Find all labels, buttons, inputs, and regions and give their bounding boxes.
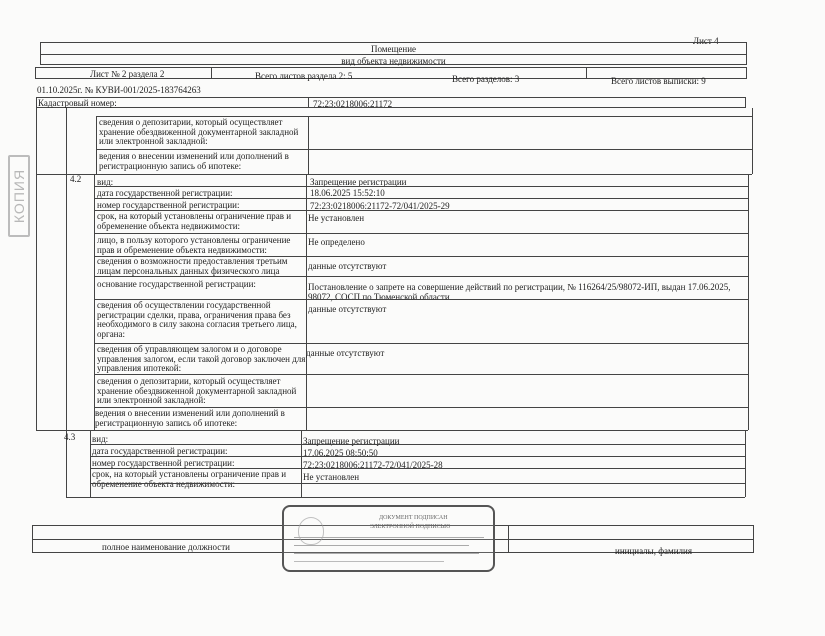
stamp-line-2: ЭЛЕКТРОННОЙ ПОДПИСЬЮ	[370, 524, 451, 530]
entry-43-reg-date-label: дата государственной регистрации:	[92, 446, 228, 456]
entry-42-depositary-label: сведения о депозитарии, который осуществляет хранение обездвиженной документарной закладной или электронной закладной:	[97, 376, 297, 406]
copy-stamp-text: КОПИЯ	[11, 168, 27, 224]
entry-42-personal-data-value: данные отсутствуют	[308, 261, 387, 271]
entry-42-changes-label: ведения о внесении изменений или дополнений в регистрационную запись об ипотеке:	[95, 408, 285, 428]
position-caption: полное наименование должности	[102, 542, 230, 552]
entry-42-consent-value: данные отсутствуют	[308, 304, 387, 314]
section-sheet: Лист № 2 раздела 2	[90, 69, 165, 79]
entry-42-beneficiary-label: лицо, в пользу которого установлены ограничение прав и обременение объекта недвижимости:	[97, 235, 291, 255]
emblem-icon	[298, 517, 324, 545]
electronic-signature-stamp	[282, 505, 495, 572]
entry-42-reg-date-value: 18.06.2025 15:52:10	[310, 188, 385, 198]
total-sections: Всего разделов: 3	[452, 74, 520, 84]
top-depositary-label: сведения о депозитарии, который осуществляет хранение обездвиженной документарной закладной или электронной закладной:	[99, 117, 299, 147]
entry-42-reg-date-label: дата государственной регистрации:	[97, 188, 233, 198]
initials-caption: инициалы, фамилия	[615, 546, 692, 556]
entry-42-consent-label: сведения об осуществлении государственной регистрации сделки, права, ограничения права без необходимого в силу закона согласия третьего лица, органа:	[97, 300, 297, 339]
entry-42-pledge-manager-label: сведения об управляющем залогом и о договоре управления залогом, если такой договор заключен для управления ипотекой:	[97, 344, 306, 374]
cadastral-value: 72:23:0218006:21172	[313, 99, 393, 109]
entry-43-reg-number-label: номер государственной регистрации:	[92, 458, 235, 468]
entry-42-term-value: Не установлен	[308, 213, 365, 223]
total-extract-sheets: Всего листов выписки: 9	[611, 76, 706, 86]
object-type-caption: вид объекта недвижимости	[341, 56, 446, 66]
entry-43-type-label: вид:	[92, 434, 109, 444]
top-changes-label: ведения о внесении изменений или дополнений в регистрационную запись об ипотеке:	[99, 151, 289, 171]
entry-43-reg-date-value: 17.06.2025 08:50:50	[303, 448, 378, 458]
entry-43-term-value: Не установлен	[303, 472, 360, 482]
extract-date-number: 01.10.2025г. № КУВИ-001/2025-183764263	[37, 85, 201, 95]
entry-42-beneficiary-value: Не определено	[308, 237, 365, 247]
entry-42-reg-number-label: номер государственной регистрации:	[97, 200, 240, 210]
entry-42-term-label: срок, на который установлены ограничение прав и обременение объекта недвижимости:	[97, 211, 292, 231]
entry-43-number: 4.3	[64, 432, 76, 442]
entry-42-personal-data-label: сведения о возможности предоставления третьим лицам персональных данных физического лица	[97, 256, 288, 276]
entry-42-number: 4.2	[70, 174, 82, 184]
entry-42-type-value: Запрещение регистрации	[310, 177, 407, 187]
copy-stamp	[8, 155, 30, 237]
entry-43-term-label: срок, на который установлены ограничение прав и обременение объекта недвижимости:	[92, 469, 287, 489]
entry-42-reg-number-value: 72:23:0218006:21172-72/041/2025-29	[310, 201, 450, 211]
sheet-number: Лист 4	[693, 36, 719, 46]
entry-42-pledge-manager-value: данные отсутствуют	[306, 348, 385, 358]
entry-43-type-value: Запрещение регистрации	[303, 436, 400, 446]
entry-42-basis-value: Постановление о запрете на совершение действий по регистрации, № 116264/25/98072-ИП, выдан 17.06.2025, 98072, СОСП по Тюменской области	[308, 282, 731, 302]
entry-43-reg-number-value: 72:23:0218006:21172-72/041/2025-28	[303, 460, 443, 470]
entry-42-basis-label: основание государственной регистрации:	[97, 279, 256, 289]
stamp-line-1: ДОКУМЕНТ ПОДПИСАН	[379, 515, 448, 521]
object-type: Помещение	[370, 44, 417, 54]
cadastral-label: Кадастровый номер:	[38, 98, 117, 108]
entry-42-type-label: вид:	[97, 177, 114, 187]
total-section-sheets: Всего листов раздела 2: 5	[255, 71, 353, 81]
